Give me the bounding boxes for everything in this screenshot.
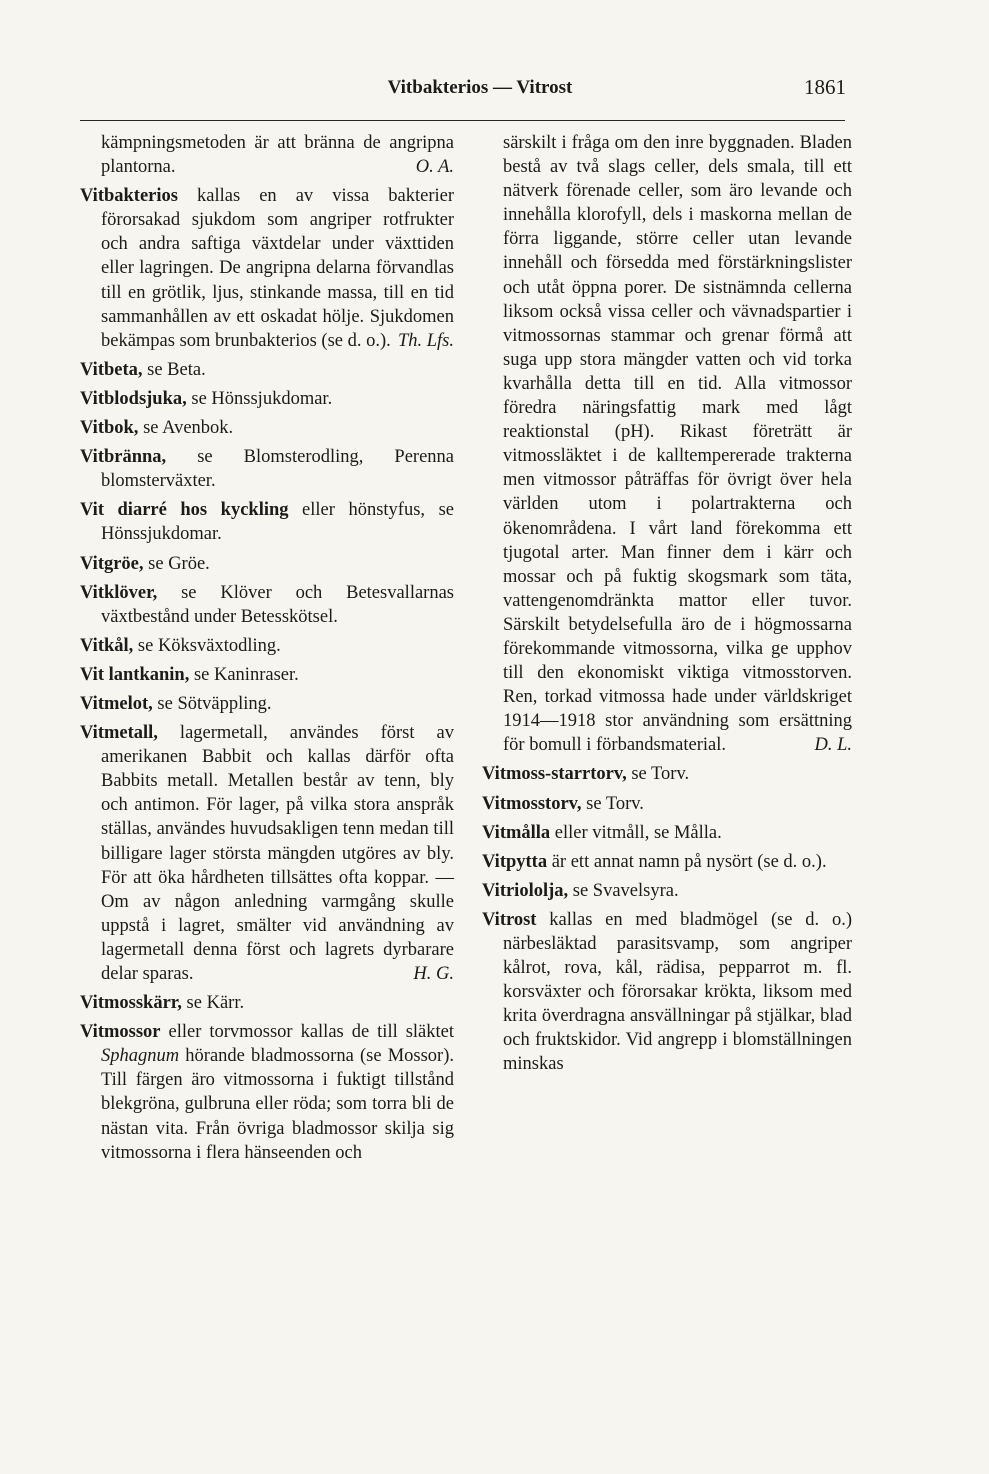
running-title: Vitbakterios — Vitrost [387, 77, 573, 98]
entry-term: Vitrost [482, 909, 537, 930]
entry-term: Vitmosskärr, [80, 993, 182, 1014]
entry-term: Vitblodsjuka, [80, 388, 187, 409]
entry-text: se Klöver och Betesvallarnas växtbestånd under Betesskötsel. [101, 582, 454, 627]
entry-text: se Kärr. [181, 993, 245, 1014]
entry-vitmalla [482, 821, 852, 845]
entry-text: se Köksväxtodling. [133, 635, 281, 656]
entry-term: Vit diarré hos kyckling [80, 500, 289, 521]
entry-text: särskilt i fråga om den inre byggnaden. Bladen bestå av två slags celler, dels smala, till ett nätverk förenade celler, som äro levande och innehålla klorofyll, dels i maskorna mellan de förra liggande, större celler utan levande innehåll och försedda med förstärkningslister och utåt öppna porer. De sistnämnda cellerna liksom också vissa celler och vävnadspartier i vitmossornas stammar och grenar förmå att suga upp stora mängder vatten och vid torka kvarhålla detta till en tid. Alla vitmossor föredra näringsfattig mark med lågt reaktionstal (pH). Rikast företrätt är vitmossläktet i de kalltempererade trakterna men vitmossor påträffas för övrigt över hela världen utom i polartrakterna och ökenområdena. I vårt land förekomma ett tjugotal arter. Man finner dem i kärr och mossar och på fuktig skogsmark som täta, vattengenomdränkta mattor eller tuvor. Särskilt betydelsefulla äro de i högmossarna förekommande vitmossorna, vilka ge upphov till den ekonomiskt viktiga vitmosstorven. Ren, torkad vitmossa hade under världskriget 1914—1918 stor användning som ersättning för bomull i förbandsmaterial. [503, 133, 852, 756]
page-number: 1861 [804, 75, 846, 99]
header-rule [80, 120, 845, 121]
page-header [0, 72, 989, 112]
entry-vitkal [80, 634, 454, 658]
entry-text: se Sötväppling. [152, 693, 272, 714]
entry-vitmoss-starrtorv [482, 762, 852, 786]
entry-text: se Torv. [581, 793, 644, 814]
entry-text: se Beta. [142, 359, 206, 380]
entry-vitblodsjuka [80, 387, 454, 411]
entry-text: kämpningsmetoden är att bränna de angripna plantorna. [101, 133, 454, 178]
entry-text: hörande bladmossorna (se Mossor). Till färgen äro vitmossorna i fuktigt tillstånd blekgröna, gulbruna eller röda; som torra bli de nästan vita. Från övriga bladmossor skilja sig vitmossorna i flera hänseenden och [101, 1046, 454, 1163]
entry-term: Vitmosstorv, [482, 793, 582, 814]
entry-term: Vitbakterios [80, 186, 178, 207]
entry-vitmosskarr [80, 991, 454, 1015]
entry-vitriololja [482, 879, 852, 903]
entry-vit-lantkanin [80, 663, 454, 687]
entry-term: Vitmetall, [80, 723, 158, 744]
entry-term: Vitmålla [482, 822, 551, 843]
genus-name: Sphagnum [101, 1046, 180, 1067]
entry-text: se Svavelsyra. [568, 880, 679, 901]
entry-vit-diarre [80, 498, 454, 546]
entry-term: Vitgröe, [80, 553, 144, 574]
entry-text: eller torvmossor kallas de till släktet [160, 1022, 454, 1043]
entry-text: kallas en med bladmögel (se d. o.) närbesläktad parasitsvamp, som angriper kålrot, rova, kål, rädisa, pepparrot m. fl. korsväxter och förorsakar krökta, liksom med krita överdragna ansvällningar på stjälkar, blad och fruktskidor. Vid angrepp i blomställningen minskas [503, 909, 852, 1075]
entry-vitbranna [80, 445, 454, 493]
entry-text: eller vitmåll, se Målla. [550, 822, 722, 843]
entry-continuation [482, 131, 852, 757]
entry-vitmosstorv [482, 792, 852, 816]
entry-vitmetall [80, 721, 454, 986]
author-signature: H. G. [413, 964, 454, 984]
author-signature: Th. Lfs. [397, 330, 454, 351]
entry-text: se Blomsterodling, Perenna blomsterväxter. [101, 447, 454, 492]
entry-text: eller hönstyfus, se Hönssjukdomar. [101, 500, 454, 545]
entry-term: Vitpytta [482, 851, 548, 872]
entry-term: Vitkål, [80, 635, 134, 656]
entry-term: Vitbok, [80, 418, 139, 439]
entry-text: se Avenbok. [138, 418, 234, 439]
left-column [80, 131, 454, 1170]
entry-vitmossor [80, 1020, 454, 1165]
author-signature: O. A. [415, 157, 454, 178]
entry-vitmelot [80, 692, 454, 716]
entry-term: Vitbeta, [80, 359, 143, 380]
entry-text: se Hönssjukdomar. [186, 388, 333, 409]
entry-text: se Kaninraser. [189, 664, 299, 685]
author-signature: D. L. [814, 735, 852, 756]
entry-term: Vitriololja, [482, 880, 569, 901]
entry-term: Vitmoss-starrtorv, [482, 764, 627, 785]
entry-term: Vit lantkanin, [80, 664, 190, 685]
entry-vitrost [482, 908, 852, 1077]
entry-text: kallas en av vissa bakterier förorsakad sjukdom som angriper rotfrukter och andra saftiga växtdelar under växttiden eller lagringen. De angripna delarna förvandlas till en grötlik, ljus, stinkande massa, till en tid sammanhållen av ett oskadat hölje. Sjukdomen bekämpas som brunbakterios (se d. o.). [101, 186, 454, 351]
entry-continuation [80, 131, 454, 179]
entry-vitbok [80, 416, 454, 440]
entry-term: Vitmossor [80, 1022, 161, 1043]
entry-vitpytta [482, 850, 852, 874]
entry-term: Vitklöver, [80, 582, 158, 603]
entry-vitbeta [80, 358, 454, 382]
entry-text: är ett annat namn på nysört (se d. o.). [547, 851, 827, 872]
entry-term: Vitmelot, [80, 693, 153, 714]
entry-text: se Gröe. [143, 553, 210, 574]
entry-vitbakterios [80, 184, 454, 353]
entry-vitgroe [80, 552, 454, 576]
entry-term: Vitbränna, [80, 447, 167, 468]
right-column [482, 131, 852, 1082]
entry-vitklover [80, 581, 454, 629]
entry-text: lagermetall, användes först av amerikanen Babbit och kallas därför ofta Babbits metall. Metallen består av tenn, bly och antimon. För lager, på vilka stora anspråk ställas, användes huvudsakligen tenn medan till billigare lager största mängden utgöres av bly. För att öka hårdheten tillsättes ofta koppar. — Om av någon anledning varmgång skulle uppstå i lagret, smälter vid användning av lagermetall denna först och lagrets dyrbarare delar sparas. [101, 723, 454, 984]
entry-text: se Torv. [626, 764, 690, 785]
